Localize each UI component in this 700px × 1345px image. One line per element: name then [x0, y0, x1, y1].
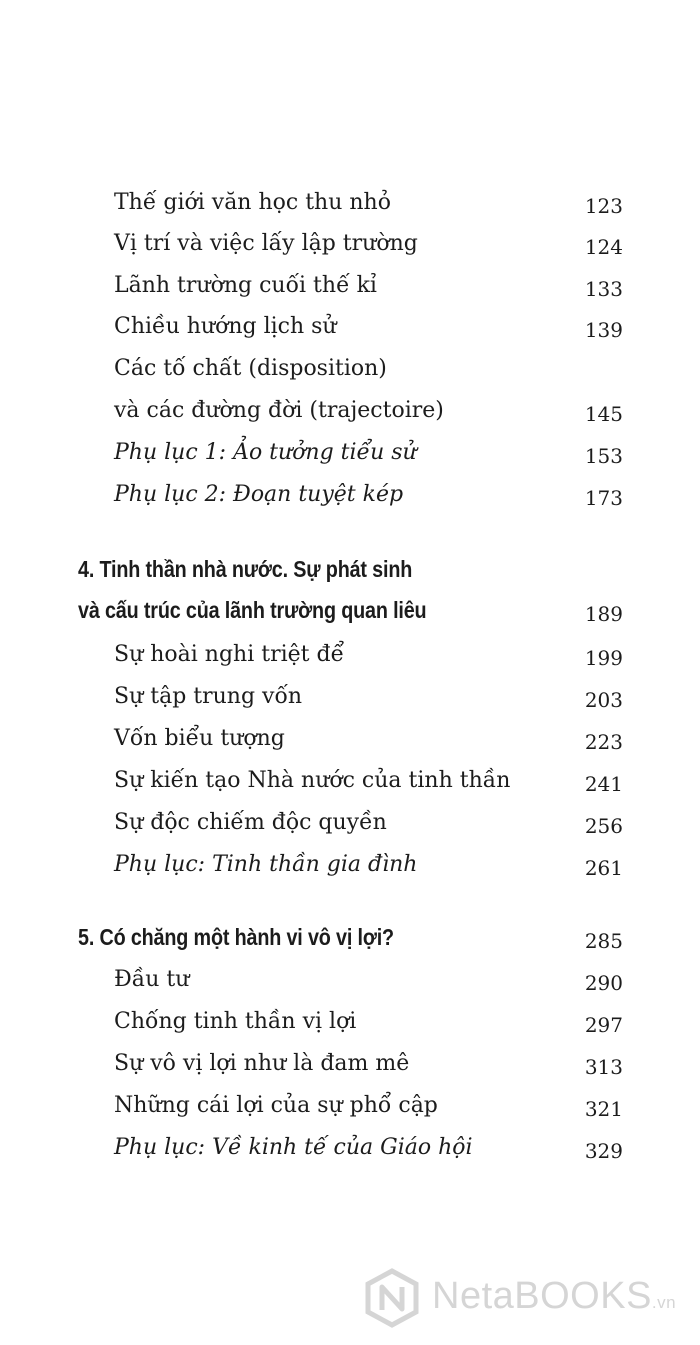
toc-entry-title: Phụ lục: Về kinh tế của Giáo hội — [114, 1135, 473, 1160]
toc-entry — [114, 642, 344, 682]
toc-entry-title: Chiều hướng lịch sử — [114, 314, 337, 339]
toc-entry-page: 145 — [584, 402, 623, 426]
chapter-title-line: và cấu trúc của lãnh trường quan liêu — [78, 597, 427, 623]
toc-entry-page: 223 — [584, 730, 623, 754]
toc-entry-page: 313 — [584, 1055, 623, 1079]
toc-entry — [114, 273, 377, 313]
toc-entry-title: Đầu tư — [114, 967, 190, 992]
toc-entry-title: Sự kiến tạo Nhà nước của tinh thần — [114, 768, 511, 793]
chapter-page: 285 — [584, 929, 623, 953]
toc-appendix-entry — [114, 852, 417, 892]
chapter-page: 189 — [584, 602, 623, 626]
toc-appendix-entry — [114, 482, 403, 522]
toc-entry-title: Phụ lục 1: Ảo tưởng tiểu sử — [114, 440, 417, 465]
toc-entry — [114, 726, 285, 766]
toc-entry — [114, 356, 387, 396]
toc-entry-page: 124 — [584, 235, 623, 259]
toc-entry-title: Lãnh trường cuối thế kỉ — [114, 273, 377, 298]
toc-entry — [114, 684, 302, 724]
toc-entry-title: Chống tinh thần vị lợi — [114, 1009, 357, 1034]
toc-entry-title: và các đường đời (trajectoire) — [114, 398, 444, 423]
toc-entry — [114, 314, 337, 354]
toc-entry-page: 153 — [584, 444, 623, 468]
toc-appendix-entry — [114, 440, 417, 480]
chapter-heading — [78, 924, 394, 964]
chapter-heading — [78, 597, 426, 637]
toc-entry-page: 261 — [584, 856, 623, 880]
toc-entry — [114, 967, 189, 1007]
toc-entry-title: Thế giới văn học thu nhỏ — [114, 190, 391, 215]
toc-entry-title: Sự vô vị lợi như là đam mê — [114, 1051, 410, 1076]
toc-entry-title: Sự tập trung vốn — [114, 684, 303, 709]
toc-entry-page: 241 — [584, 772, 623, 796]
chapter-title-line: 5. Có chăng một hành vi vô vị lợi? — [78, 924, 394, 950]
toc-entry-title: Phụ lục: Tinh thần gia đình — [114, 852, 418, 877]
toc-entry — [114, 1093, 438, 1133]
toc-entry-title: Sự hoài nghi triệt để — [114, 642, 345, 667]
toc-entry — [114, 1009, 356, 1049]
toc-appendix-entry — [114, 1135, 473, 1175]
toc-entry — [114, 1051, 409, 1091]
toc-entry-page: 203 — [584, 688, 623, 712]
toc-entry — [114, 768, 510, 808]
netabooks-logo-icon — [362, 1268, 422, 1328]
chapter-heading — [78, 556, 412, 596]
toc-entry — [114, 398, 444, 438]
toc-entry-page: 199 — [584, 646, 623, 670]
watermark-suffix: .vn — [651, 1293, 677, 1312]
toc-entry-page: 133 — [584, 277, 623, 301]
toc-entry — [114, 231, 418, 271]
toc-entry-page: 290 — [584, 971, 623, 995]
toc-entry-title: Vị trí và việc lấy lập trường — [114, 231, 418, 256]
watermark-brand: NetaBOOKS — [432, 1275, 652, 1317]
toc-entry-title: Những cái lợi của sự phổ cập — [114, 1093, 438, 1118]
toc-entry-page: 173 — [584, 486, 623, 510]
toc-entry-page: 139 — [584, 318, 623, 342]
chapter-title-line: 4. Tinh thần nhà nước. Sự phát sinh — [78, 556, 413, 582]
toc-entry-page: 329 — [584, 1139, 623, 1163]
watermark-text — [432, 1275, 676, 1318]
toc-entry-title: Sự độc chiếm độc quyền — [114, 810, 387, 835]
netabooks-watermark — [362, 1268, 692, 1328]
toc-entry-page: 321 — [584, 1097, 623, 1121]
toc-entry-page: 256 — [584, 814, 623, 838]
toc-entry-page: 297 — [584, 1013, 623, 1037]
toc-entry-title: Các tố chất (disposition) — [114, 356, 387, 381]
toc-entry — [114, 190, 391, 230]
toc-entry-title: Phụ lục 2: Đoạn tuyệt kép — [114, 482, 404, 507]
toc-entry-page: 123 — [584, 194, 623, 218]
toc-entry — [114, 810, 387, 850]
toc-entry-title: Vốn biểu tượng — [114, 726, 285, 751]
